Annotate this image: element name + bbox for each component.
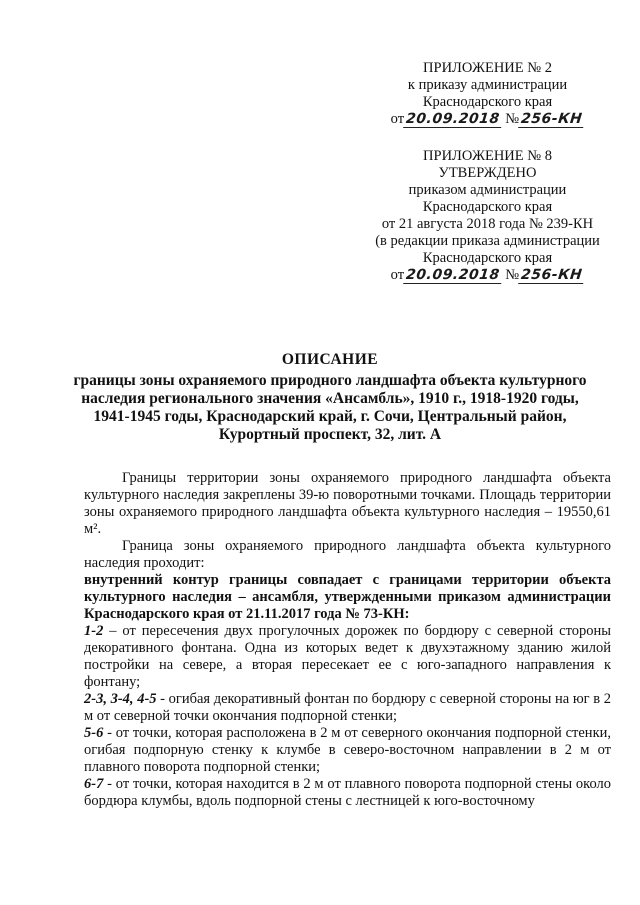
list-item	[84, 623, 611, 691]
list-item	[84, 776, 611, 810]
number-prefix: №	[505, 267, 520, 283]
point-text: – от пересечения двух прогулочных дорожек по бордюру с северной стороны декоративного фонтана. Одна из которых ведет к двухэтажному зданию жилой постройки на севере, а вторая пересекает ее с юго-западного направления к фонтану;	[84, 623, 611, 690]
title-line: Курортный проспект, 32, лит. А	[218, 426, 442, 443]
number-prefix: №	[505, 111, 520, 127]
appendix-8-date-line	[355, 267, 620, 284]
list-item	[84, 691, 611, 725]
title-line: границы зоны охраняемого природного ландшафта объекта культурного	[73, 372, 587, 389]
appendix-2-header	[355, 60, 620, 128]
point-label: 2-3, 3-4, 4-5	[84, 691, 157, 707]
appendix-8-header	[355, 148, 620, 284]
appendix-2-title: ПРИЛОЖЕНИЕ № 2	[423, 60, 552, 76]
title-line: 1941-1945 годы, Краснодарский край, г. Сочи, Центральный район,	[93, 408, 567, 425]
approved-label: УТВЕРЖДЕНО	[438, 165, 537, 181]
point-text: - огибая декоративный фонтан по бордюру с северной стороны на юг в 2 м от северной точки окончания подпорной стенки;	[84, 691, 611, 724]
title-line: наследия регионального значения «Ансамбль», 1910 г., 1918-1920 годы,	[81, 390, 579, 407]
point-label: 5-6	[84, 725, 104, 741]
handwritten-date: 20.09.2018	[403, 268, 502, 284]
appendix-2-line: Краснодарского края	[422, 94, 553, 110]
point-label: 6-7	[84, 776, 104, 792]
appendix-8-line: приказом администрации	[408, 182, 567, 198]
appendix-8-line: Краснодарского края	[422, 199, 553, 215]
appendix-8-title: ПРИЛОЖЕНИЕ № 8	[423, 148, 552, 164]
appendix-2-date-line	[355, 111, 620, 128]
paragraph-inner-contour: внутренний контур границы совпадает с границами территории объекта культурного наследия – ансамбля, утвержденными приказом администрации Краснодарского края от 21.11.2017 года № 73-КН:	[84, 572, 611, 622]
point-text: - от точки, которая расположена в 2 м от северного окончания подпорной стенки, огибая подпорную стенку к клумбе в северо-восточном направлении в 2 м от плавного поворота подпорной стенки;	[84, 725, 611, 775]
date-prefix: от	[390, 267, 405, 283]
handwritten-number: 256-КН	[518, 112, 585, 128]
document-title	[60, 351, 600, 444]
date-prefix: от	[390, 111, 405, 127]
point-text: - от точки, которая находится в 2 м от плавного поворота подпорной стены около бордюра клумбы, вдоль подпорной стены с лестницей к юго-восточному	[84, 776, 611, 809]
appendix-8-line: Краснодарского края	[422, 250, 553, 266]
appendix-8-line: от 21 августа 2018 года № 239-КН	[381, 216, 594, 232]
appendix-2-line: к приказу администрации	[407, 77, 568, 93]
handwritten-date: 20.09.2018	[403, 112, 502, 128]
handwritten-number: 256-КН	[518, 268, 585, 284]
point-label: 1-2	[84, 623, 104, 639]
paragraph-area: Границы территории зоны охраняемого природного ландшафта объекта культурного наследия закреплены 39-ю поворотными точками. Площадь территории зоны охраняемого природного ландшафта объекта культурного наследия – 19550,61 м².	[84, 470, 611, 537]
title-heading: ОПИСАНИЕ	[281, 351, 379, 368]
appendix-8-line: (в редакции приказа администрации	[375, 233, 600, 249]
list-item	[84, 725, 611, 776]
document-body	[84, 470, 611, 810]
paragraph-boundary-intro: Граница зоны охраняемого природного ландшафта объекта культурного наследия проходит:	[84, 538, 611, 571]
